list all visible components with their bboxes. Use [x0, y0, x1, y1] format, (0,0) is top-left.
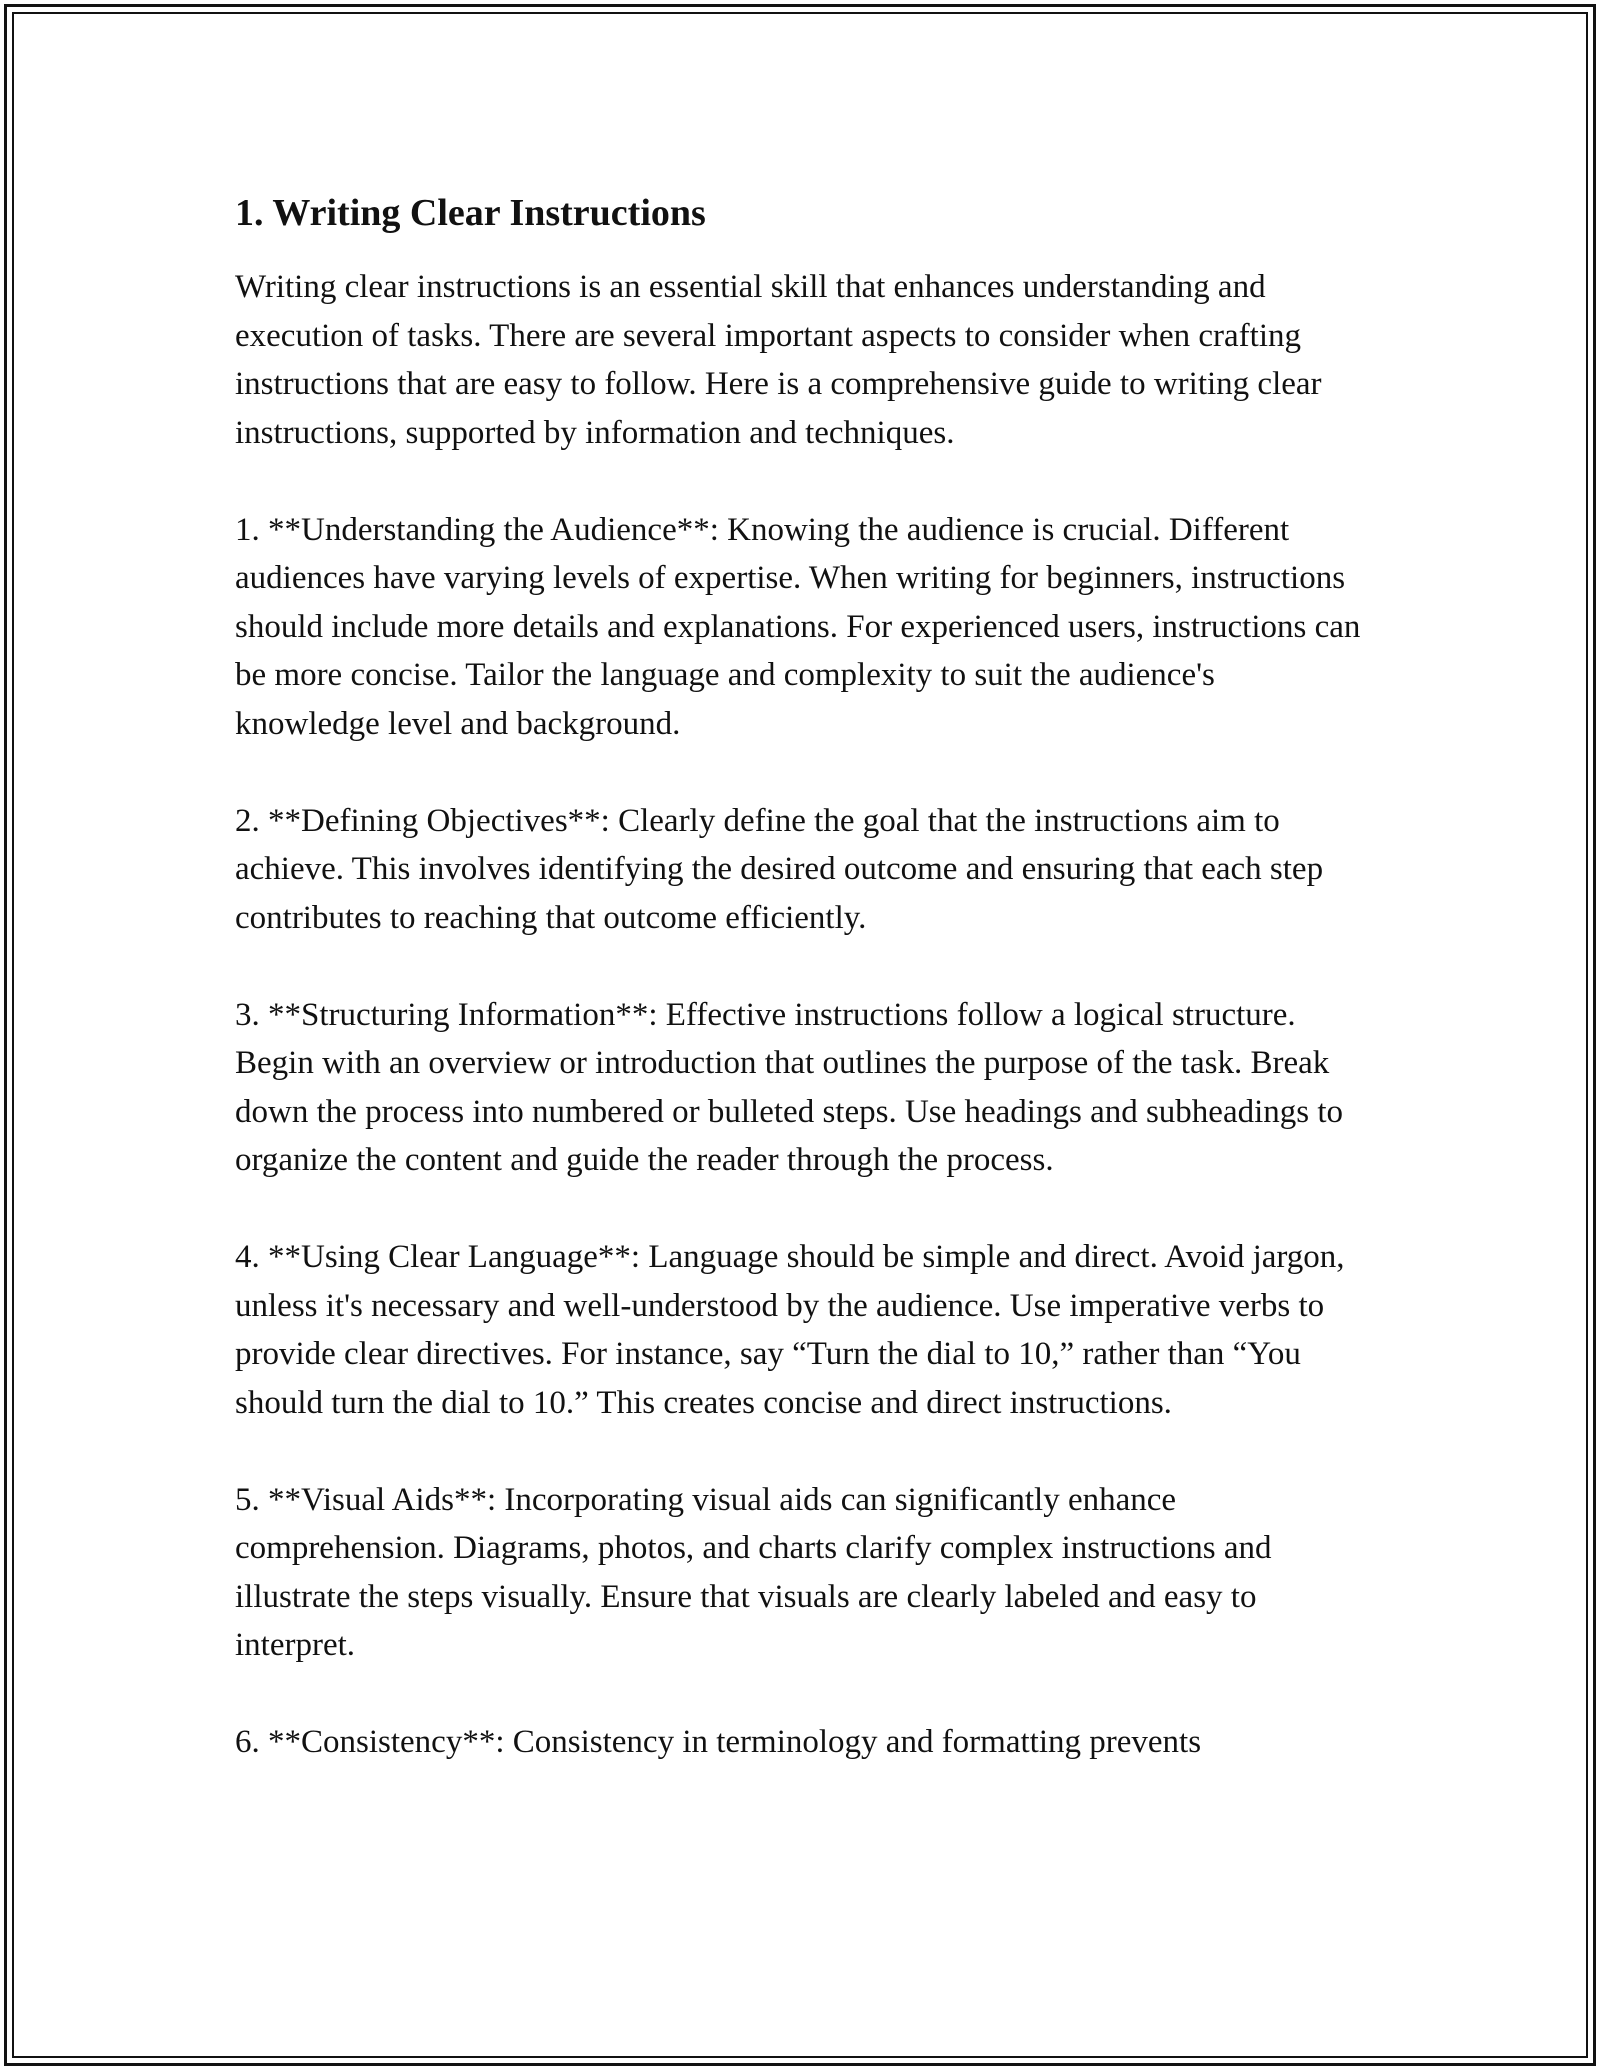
section-heading: 1. Writing Clear Instructions: [235, 192, 706, 234]
paragraph-clear-language: 4. **Using Clear Language**: Language should be simple and direct. Avoid jargon, unless it's necessary and well-understood by the audience. Use imperative verbs to provide clear directives. For instance, say “Turn the dial to 10,” rather than “You should turn the dial to 10.” This creates concise and direct instructions.: [235, 1239, 1345, 1421]
intro-paragraph: Writing clear instructions is an essential skill that enhances understanding and execution of tasks. There are several important aspects to consider when crafting instructions that are easy to follow. Here is a comprehensive guide to writing clear instructions, supported by information and techniques.: [235, 269, 1322, 451]
paragraph-defining-objectives: 2. **Defining Objectives**: Clearly define the goal that the instructions aim to achieve. This involves identifying the desired outcome and ensuring that each step contributes to reaching that outcome efficiently.: [235, 802, 1324, 936]
paragraph-visual-aids: 5. **Visual Aids**: Incorporating visual aids can significantly enhance comprehension. Diagrams, photos, and charts clarify complex instructions and illustrate the steps visually. Ensure that visuals are clearly labeled and easy to interpret.: [235, 1481, 1272, 1663]
paragraph-consistency: 6. **Consistency**: Consistency in terminology and formatting prevents: [235, 1724, 1202, 1760]
paragraph-structuring-information: 3. **Structuring Information**: Effective instructions follow a logical structure. Begin with an overview or introduction that outlines the purpose of the task. Break down the process into numbered or bulleted steps. Use headings and subheadings to organize the content and guide the reader through the process.: [235, 996, 1344, 1178]
document-body: [235, 185, 1365, 1815]
paragraph-understanding-audience: 1. **Understanding the Audience**: Knowing the audience is crucial. Different audiences have varying levels of expertise. When writing for beginners, instructions should include more details and explanations. For experienced users, instructions can be more concise. Tailor the language and complexity to suit the audience's knowledge level and background.: [235, 511, 1361, 742]
